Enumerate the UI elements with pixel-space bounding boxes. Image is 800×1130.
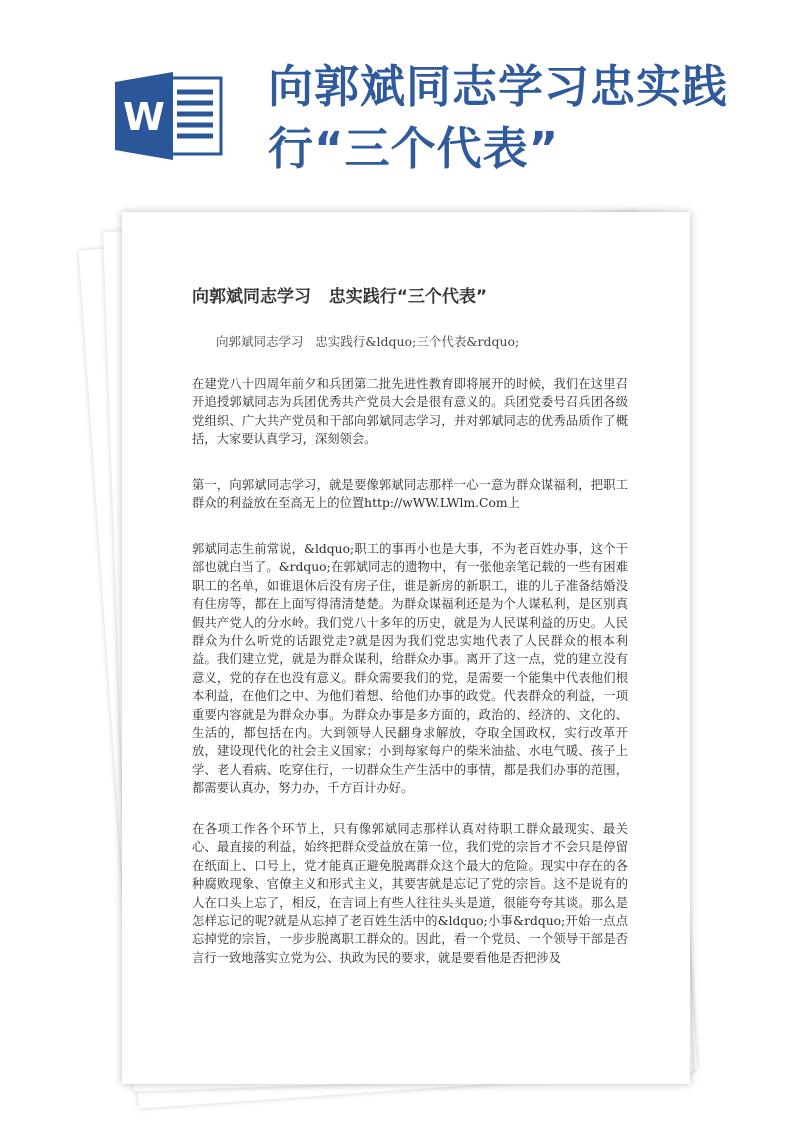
watermark: [56, 90, 72, 116]
page-title-line1: 向郭斌同志学习忠实践: [268, 60, 729, 113]
document-subtitle: 向郭斌同志学习 忠实践行&ldquo;三个代表&rdquo;: [216, 334, 520, 349]
document-title: 向郭斌同志学习 忠实践行“三个代表”: [192, 287, 488, 307]
word-letter: W: [123, 95, 165, 139]
paragraph-1: 在建党八十四周年前夕和兵团第二批先进性教育即将展开的时候，我们在这里召开追授郭斌同志为兵团优秀共产党员大会是很有意义的。兵团党委号召兵团各级党组织、广大共产党员和干部向郭斌同志学习，并对郭斌同志的优秀品质作了概括，大家要认真学习，深刻领会。: [192, 377, 628, 447]
paragraph-3: 郭斌同志生前常说，&ldquo;职工的事再小也是大事，不为老百姓办事，这个干部也就白当了。&rdquo;在郭斌同志的遗物中，有一张他亲笔记载的一些有困难职工的名单，如谁退休后没有房子住，谁是新房的新职工，谁的儿子准备结婚没有住房等，都在上面写得清清楚楚。为群众谋福利还是为个人谋私利，是区别真假共产党人的分水岭。我们党八十多年的历史，就是为人民谋利益的历史。人民群众为什么听党的话跟党走?就是因为我们党忠实地代表了人民群众的根本利益。我们建立党，就是为群众谋利，给群众办事。离开了这一点，党的建立没有意义，党的存在也没有意义。群众需要我们的党，是需要一个能集中代表他们根本利益，在他们之中、为他们着想、给他们办事的政党。代表群众的利益，一项重要内容就是为群众办事。为群众办事是多方面的，政治的、经济的、文化的、生活的，都包括在内。大到领导人民翻身求解放，夺取全国政权，实行改革开放，建设现代化的社会主义国家；小到每家每户的柴米油盐、水电气暖、孩子上学、老人看病、吃穿住行，一切群众生产生活中的事情，都是我们办事的范围，都需要认真办，努力办，千方百计办好。: [192, 542, 628, 796]
page-title: [268, 56, 768, 180]
word-document-icon: [115, 72, 223, 160]
document-page: [122, 212, 690, 1084]
paragraph-2: 第一，向郭斌同志学习，就是要像郭斌同志那样一心一意为群众谋福利，把职工群众的利益放在至高无上的位置http://wWW.LWlm.Com上: [192, 478, 628, 511]
paragraph-4: 在各项工作各个环节上，只有像郭斌同志那样认真对待职工群众最现实、最关心、最直接的利益，始终把群众受益放在第一位，我们党的宗旨才不会只是停留在纸面上、口号上，党才能真正避免脱离群众这个最大的危险。现实中存在的各种腐败现象、官僚主义和形式主义，其要害就是忘记了党的宗旨。这不是说有的人在口头上忘了，相反，在言词上有些人往往头头是道，很能夸夸其谈。那么是怎样忘记的呢?就是从忘掉了老百姓生活中的&ldquo;小事&rdquo;开始一点点忘掉党的宗旨，一步步脱离职工群众的。因此，看一个党员、一个领导干部是否言行一致地落实立党为公、执政为民的要求，就是要看他是否把涉及: [192, 822, 628, 965]
page-title-line2: 行“三个代表”: [268, 122, 560, 175]
